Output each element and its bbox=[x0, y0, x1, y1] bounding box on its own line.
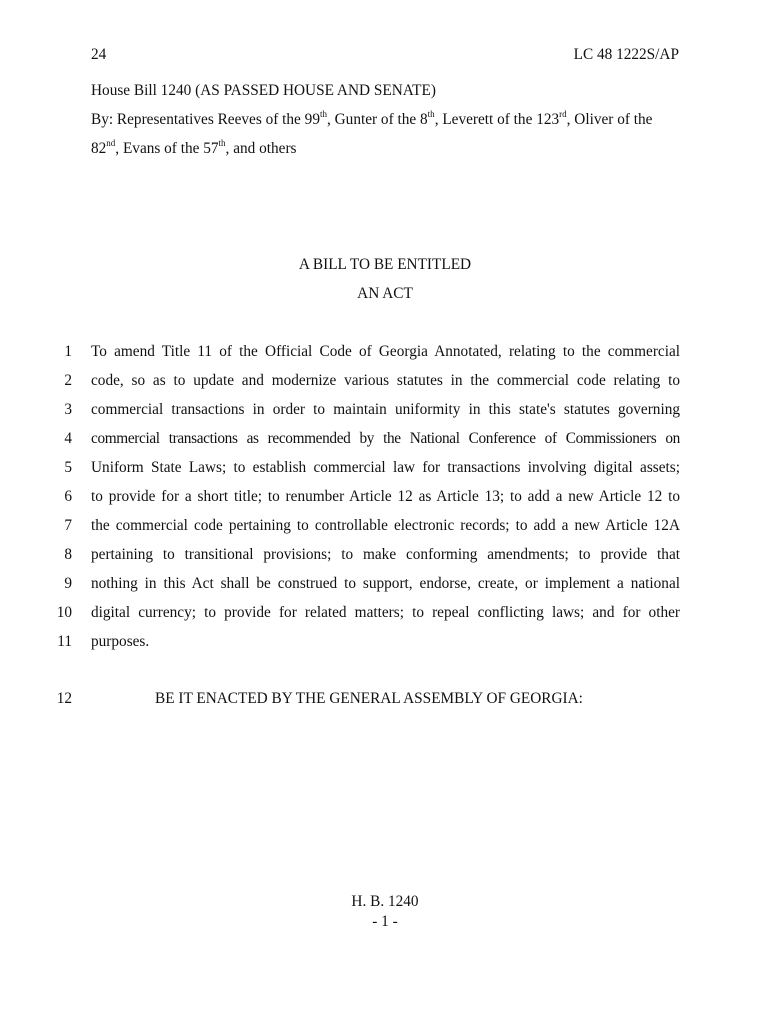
sponsor-text: , Leverett of the 123 bbox=[434, 111, 560, 128]
body-line: digital currency; to provide for related matters; to repeal conflicting laws; and for other bbox=[91, 604, 680, 621]
body-line: code, so as to update and modernize various statutes in the commercial code relating to bbox=[91, 372, 680, 389]
page-number: - 1 - bbox=[372, 913, 398, 930]
enacting-clause: BE IT ENACTED BY THE GENERAL ASSEMBLY OF GEORGIA: bbox=[155, 690, 583, 707]
body-line: Uniform State Laws; to establish commercial law for transactions involving digital assets; bbox=[91, 459, 680, 476]
bill-heading: A BILL TO BE ENTITLED bbox=[298, 256, 472, 273]
act-heading: AN ACT bbox=[357, 285, 413, 302]
body-line: to provide for a short title; to renumber Article 12 as Article 13; to add a new Article 12 to bbox=[91, 488, 680, 505]
line-number: 10 bbox=[56, 604, 72, 621]
line-number: 9 bbox=[64, 575, 72, 592]
body-line: commercial transactions as recommended by the National Conference of Commissioners on bbox=[91, 430, 680, 447]
bill-title: House Bill 1240 (AS PASSED HOUSE AND SENATE) bbox=[91, 82, 436, 99]
sponsor-text: 82 bbox=[91, 140, 107, 157]
line-number: 6 bbox=[64, 488, 72, 505]
sponsors-line-2 bbox=[91, 140, 681, 158]
body-line: purposes. bbox=[91, 633, 150, 650]
line-number: 8 bbox=[64, 546, 72, 563]
body-line: pertaining to transitional provisions; to make conforming amendments; to provide that bbox=[91, 546, 680, 563]
line-number: 1 bbox=[64, 343, 72, 360]
body-line: commercial transactions in order to maintain uniformity in this state's statutes governing bbox=[91, 401, 680, 418]
line-number: 11 bbox=[57, 633, 72, 650]
sponsor-text: , Oliver of the bbox=[566, 111, 653, 128]
sponsor-text: , Evans of the 57 bbox=[115, 140, 219, 157]
line-number: 4 bbox=[64, 430, 72, 447]
sponsor-text: , Gunter of the 8 bbox=[326, 111, 428, 128]
body-line: To amend Title 11 of the Official Code of Georgia Annotated, relating to the commercial bbox=[91, 343, 680, 360]
line-number: 12 bbox=[56, 690, 72, 707]
ordinal-suffix: th bbox=[427, 109, 435, 119]
line-number: 2 bbox=[64, 372, 72, 389]
body-line: nothing in this Act shall be construed to support, endorse, create, or implement a national bbox=[91, 575, 680, 592]
line-number: 7 bbox=[64, 517, 72, 534]
ordinal-suffix: nd bbox=[106, 138, 116, 148]
sponsors-line-1 bbox=[91, 111, 681, 129]
ordinal-suffix: rd bbox=[559, 109, 567, 119]
footer-bill-number: H. B. 1240 bbox=[351, 893, 419, 910]
document-code: LC 48 1222S/AP bbox=[573, 46, 679, 63]
sponsor-text: By: Representatives Reeves of the 99 bbox=[91, 111, 320, 128]
line-number: 3 bbox=[64, 401, 72, 418]
body-line: the commercial code pertaining to controllable electronic records; to add a new Article 12A bbox=[91, 517, 680, 534]
ordinal-suffix: th bbox=[218, 138, 226, 148]
ordinal-suffix: th bbox=[319, 109, 327, 119]
sponsor-text: , and others bbox=[225, 140, 297, 157]
session-number: 24 bbox=[91, 46, 107, 63]
line-number: 5 bbox=[64, 459, 72, 476]
